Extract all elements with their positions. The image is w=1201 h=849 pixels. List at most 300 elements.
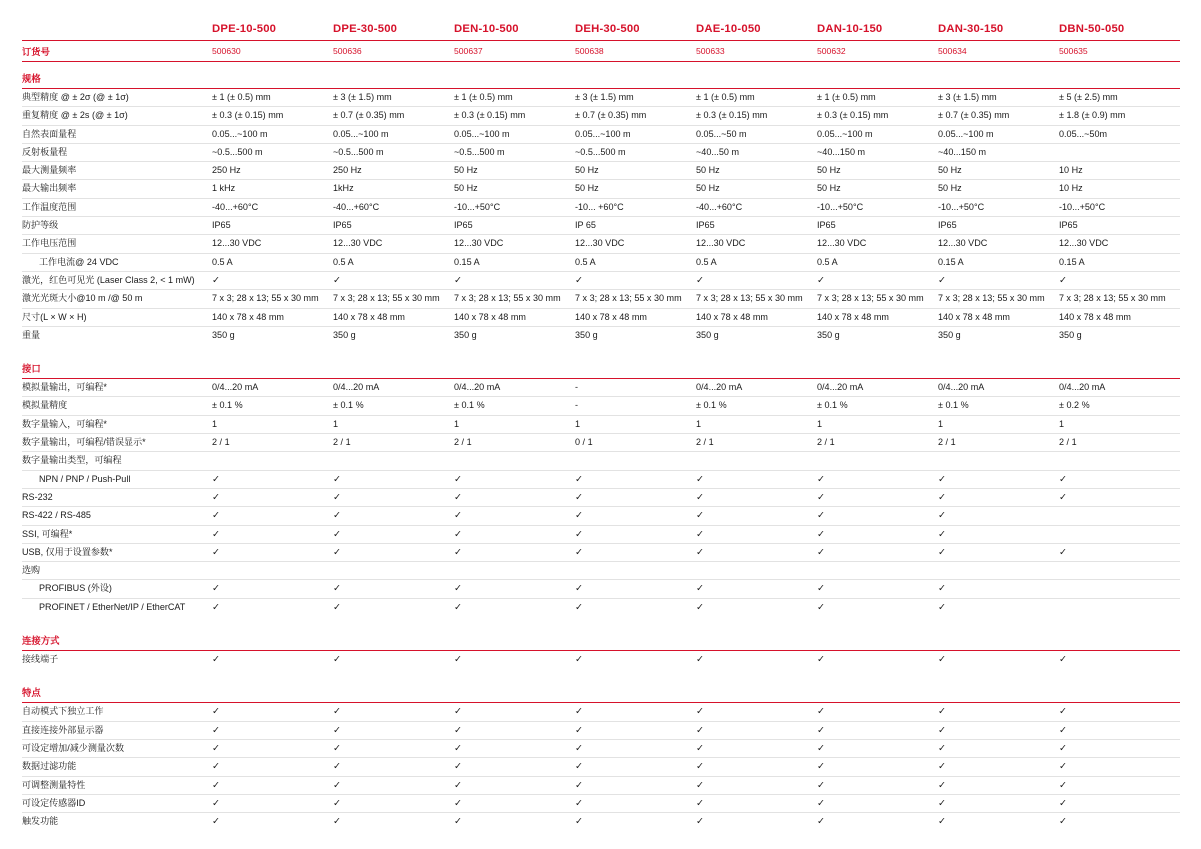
cell-4: ~40...50 m xyxy=(696,143,817,161)
cell-5: ± 1 (± 0.5) mm xyxy=(817,89,938,107)
cell-7: -10...+50°C xyxy=(1059,198,1180,216)
cell-6: ~40...150 m xyxy=(938,143,1059,161)
cell-3 xyxy=(575,543,696,561)
cell-4 xyxy=(696,507,817,525)
cell-3 xyxy=(575,507,696,525)
cell-6 xyxy=(938,703,1059,721)
row-label: USB, 仅用于设置参数* xyxy=(22,543,212,561)
check-icon: ✓ xyxy=(938,797,946,809)
cell-3 xyxy=(575,452,696,470)
cell-1: ~0.5...500 m xyxy=(333,143,454,161)
cell-6: ± 0.1 % xyxy=(938,397,1059,415)
cell-5: 0.05...~100 m xyxy=(817,125,938,143)
cell-4 xyxy=(696,562,817,580)
row-label: RS-422 / RS-485 xyxy=(22,507,212,525)
cell-3: ~0.5...500 m xyxy=(575,143,696,161)
cell-3 xyxy=(575,598,696,616)
cell-6: -10...+50°C xyxy=(938,198,1059,216)
cell-2 xyxy=(454,721,575,739)
cell-7: 10 Hz xyxy=(1059,180,1180,198)
check-icon: ✓ xyxy=(333,742,341,754)
check-icon: ✓ xyxy=(1059,274,1067,286)
check-icon: ✓ xyxy=(575,510,583,522)
cell-0 xyxy=(212,758,333,776)
table-row xyxy=(22,580,1180,598)
cell-1 xyxy=(333,525,454,543)
table-row xyxy=(22,217,1180,235)
row-label: 模拟量精度 xyxy=(22,397,212,415)
check-icon: ✓ xyxy=(575,546,583,558)
check-icon: ✓ xyxy=(575,706,583,718)
check-icon: ✓ xyxy=(938,816,946,828)
order-number-6: 500634 xyxy=(938,41,1059,62)
cell-0: 1 xyxy=(212,415,333,433)
check-icon: ✓ xyxy=(938,706,946,718)
row-label: 典型精度 @ ± 2σ (@ ± 1σ) xyxy=(22,89,212,107)
section-title: 特点 xyxy=(22,668,1180,703)
check-icon: ✓ xyxy=(333,510,341,522)
cell-3 xyxy=(575,562,696,580)
cell-6 xyxy=(938,470,1059,488)
cell-1 xyxy=(333,598,454,616)
check-icon: ✓ xyxy=(575,724,583,736)
table-row xyxy=(22,703,1180,721)
cell-5 xyxy=(817,470,938,488)
table-row xyxy=(22,271,1180,289)
row-label: 激光光斑大小@10 m /@ 50 m xyxy=(22,290,212,308)
check-icon: ✓ xyxy=(696,491,704,503)
cell-7 xyxy=(1059,703,1180,721)
table-row xyxy=(22,758,1180,776)
cell-3 xyxy=(575,739,696,757)
cell-1 xyxy=(333,651,454,669)
table-row xyxy=(22,434,1180,452)
cell-4: 50 Hz xyxy=(696,162,817,180)
cell-5 xyxy=(817,776,938,794)
cell-2 xyxy=(454,739,575,757)
row-label: 接线端子 xyxy=(22,654,59,665)
cell-2: 50 Hz xyxy=(454,180,575,198)
cell-3 xyxy=(575,776,696,794)
cell-2: 50 Hz xyxy=(454,162,575,180)
cell-2: 1 xyxy=(454,415,575,433)
check-icon: ✓ xyxy=(1059,491,1067,503)
table-row xyxy=(22,598,1180,616)
cell-7 xyxy=(1059,776,1180,794)
cell-6 xyxy=(938,794,1059,812)
cell-4 xyxy=(696,598,817,616)
check-icon: ✓ xyxy=(696,510,704,522)
section-header-row xyxy=(22,668,1180,703)
check-icon: ✓ xyxy=(212,583,220,595)
cell-3: 0.5 A xyxy=(575,253,696,271)
cell-1 xyxy=(333,543,454,561)
table-row xyxy=(22,308,1180,326)
cell-7 xyxy=(1059,721,1180,739)
table-row xyxy=(22,562,1180,580)
cell-6: 50 Hz xyxy=(938,180,1059,198)
check-icon: ✓ xyxy=(575,761,583,773)
cell-4: ± 0.1 % xyxy=(696,397,817,415)
check-icon: ✓ xyxy=(575,583,583,595)
cell-2 xyxy=(454,470,575,488)
check-icon: ✓ xyxy=(817,583,825,595)
check-icon: ✓ xyxy=(333,528,341,540)
check-icon: ✓ xyxy=(817,706,825,718)
section-header-row xyxy=(22,616,1180,651)
cell-5: IP65 xyxy=(817,217,938,235)
table-row xyxy=(22,525,1180,543)
row-label: 数据过滤功能 xyxy=(22,758,212,776)
product-name-6: DAN-30-150 xyxy=(938,23,1004,35)
cell-2 xyxy=(454,703,575,721)
check-icon: ✓ xyxy=(817,274,825,286)
order-number-5: 500632 xyxy=(817,41,938,62)
order-number-label: 订货号 xyxy=(22,41,212,62)
cell-7 xyxy=(1059,271,1180,289)
cell-5 xyxy=(817,543,938,561)
cell-5 xyxy=(817,739,938,757)
row-label: 可设定增加/减少测量次数 xyxy=(22,739,212,757)
cell-3: 50 Hz xyxy=(575,162,696,180)
cell-7: 350 g xyxy=(1059,329,1082,340)
check-icon: ✓ xyxy=(938,779,946,791)
cell-6: 1 xyxy=(938,415,1059,433)
cell-7: 2 / 1 xyxy=(1059,434,1180,452)
cell-2: ± 0.3 (± 0.15) mm xyxy=(454,107,575,125)
cell-5: ± 0.3 (± 0.15) mm xyxy=(817,107,938,125)
cell-5: 50 Hz xyxy=(817,180,938,198)
check-icon: ✓ xyxy=(454,761,462,773)
check-icon: ✓ xyxy=(575,274,583,286)
check-icon: ✓ xyxy=(454,583,462,595)
cell-3: 50 Hz xyxy=(575,180,696,198)
cell-5: ± 0.1 % xyxy=(817,397,938,415)
cell-3: IP 65 xyxy=(575,217,696,235)
cell-6: 0.05...~100 m xyxy=(938,125,1059,143)
cell-4 xyxy=(696,525,817,543)
cell-1 xyxy=(333,703,454,721)
row-label: 工作温度范围 xyxy=(22,198,212,216)
cell-0 xyxy=(212,580,333,598)
check-icon: ✓ xyxy=(938,583,946,595)
cell-2: ± 1 (± 0.5) mm xyxy=(454,89,575,107)
cell-1: 2 / 1 xyxy=(333,434,454,452)
check-icon: ✓ xyxy=(333,473,341,485)
cell-2 xyxy=(454,562,575,580)
cell-0 xyxy=(212,525,333,543)
cell-3: 140 x 78 x 48 mm xyxy=(575,308,696,326)
check-icon: ✓ xyxy=(454,473,462,485)
cell-0: ± 0.3 (± 0.15) mm xyxy=(212,107,333,125)
check-icon: ✓ xyxy=(575,473,583,485)
row-label: 自然表面量程 xyxy=(22,125,212,143)
check-icon: ✓ xyxy=(454,724,462,736)
cell-0 xyxy=(212,543,333,561)
cell-1 xyxy=(333,739,454,757)
order-number-0: 500630 xyxy=(212,41,333,62)
check-icon: ✓ xyxy=(212,546,220,558)
cell-7 xyxy=(1059,794,1180,812)
cell-2 xyxy=(454,651,575,669)
row-label: PROFIBUS (外设) xyxy=(22,580,212,598)
cell-0 xyxy=(212,651,333,669)
check-icon: ✓ xyxy=(575,528,583,540)
cell-1: ± 0.1 % xyxy=(333,397,454,415)
cell-0: 350 g xyxy=(212,329,235,340)
table-row xyxy=(22,776,1180,794)
cell-3: 12...30 VDC xyxy=(575,235,696,253)
cell-7 xyxy=(1059,543,1180,561)
cell-6: 2 / 1 xyxy=(938,434,1059,452)
cell-1: 0.5 A xyxy=(333,253,454,271)
product-name-3: DEH-30-500 xyxy=(575,23,640,35)
check-icon: ✓ xyxy=(454,742,462,754)
section-header-row xyxy=(22,344,1180,379)
cell-5 xyxy=(817,703,938,721)
cell-3 xyxy=(575,488,696,506)
cell-2: -10...+50°C xyxy=(454,198,575,216)
check-icon: ✓ xyxy=(817,761,825,773)
cell-3 xyxy=(575,703,696,721)
cell-5: -10...+50°C xyxy=(817,198,938,216)
cell-7: 10 Hz xyxy=(1059,162,1180,180)
check-icon: ✓ xyxy=(575,779,583,791)
cell-1: 1kHz xyxy=(333,180,454,198)
check-icon: ✓ xyxy=(454,601,462,613)
cell-4: ± 1 (± 0.5) mm xyxy=(696,89,817,107)
cell-5 xyxy=(817,651,938,669)
cell-2: 0.15 A xyxy=(454,253,575,271)
row-label: 自动模式下独立工作 xyxy=(22,703,212,721)
cell-4: 2 / 1 xyxy=(696,434,817,452)
cell-7 xyxy=(1059,452,1180,470)
cell-2: IP65 xyxy=(454,217,575,235)
cell-2: 0/4...20 mA xyxy=(454,379,575,397)
cell-4: IP65 xyxy=(696,217,817,235)
cell-6: ± 0.7 (± 0.35) mm xyxy=(938,107,1059,125)
cell-7 xyxy=(1059,562,1180,580)
cell-5 xyxy=(817,452,938,470)
check-icon: ✓ xyxy=(575,797,583,809)
cell-0: ~0.5...500 m xyxy=(212,143,333,161)
cell-3 xyxy=(575,525,696,543)
row-label: NPN / PNP / Push-Pull xyxy=(22,470,212,488)
table-row xyxy=(22,107,1180,125)
cell-2 xyxy=(454,525,575,543)
cell-7: ± 5 (± 2.5) mm xyxy=(1059,89,1180,107)
cell-1 xyxy=(333,813,454,831)
check-icon: ✓ xyxy=(454,654,462,666)
cell-7 xyxy=(1059,598,1180,616)
product-name-5: DAN-10-150 xyxy=(817,23,883,35)
cell-3: -10... +60°C xyxy=(575,198,696,216)
check-icon: ✓ xyxy=(817,546,825,558)
cell-5: 12...30 VDC xyxy=(817,235,938,253)
check-icon: ✓ xyxy=(817,510,825,522)
cell-2: 12...30 VDC xyxy=(454,235,575,253)
cell-2 xyxy=(454,813,575,831)
table-row xyxy=(22,507,1180,525)
cell-2: 2 / 1 xyxy=(454,434,575,452)
cell-1: 0.05...~100 m xyxy=(333,125,454,143)
cell-6: 50 Hz xyxy=(938,162,1059,180)
table-row xyxy=(22,326,1180,344)
check-icon: ✓ xyxy=(817,797,825,809)
check-icon: ✓ xyxy=(333,654,341,666)
check-icon: ✓ xyxy=(212,706,220,718)
check-icon: ✓ xyxy=(696,546,704,558)
cell-3 xyxy=(575,813,696,831)
cell-3: 350 g xyxy=(575,329,598,340)
check-icon: ✓ xyxy=(1059,473,1067,485)
table-row xyxy=(22,794,1180,812)
cell-1: 1 xyxy=(333,415,454,433)
order-number-2: 500637 xyxy=(454,41,575,62)
cell-6 xyxy=(938,813,1059,831)
cell-4 xyxy=(696,580,817,598)
cell-7 xyxy=(1059,813,1180,831)
cell-7 xyxy=(1059,651,1180,669)
header-corner xyxy=(22,20,212,41)
cell-5: 7 x 3; 28 x 13; 55 x 30 mm xyxy=(817,290,938,308)
check-icon: ✓ xyxy=(817,779,825,791)
cell-6 xyxy=(938,598,1059,616)
cell-4 xyxy=(696,452,817,470)
cell-2 xyxy=(454,758,575,776)
cell-7: 0.15 A xyxy=(1059,253,1180,271)
cell-5 xyxy=(817,758,938,776)
cell-6: IP65 xyxy=(938,217,1059,235)
cell-2 xyxy=(454,543,575,561)
row-label: 可设定传感器ID xyxy=(22,794,212,812)
cell-0 xyxy=(212,507,333,525)
check-icon: ✓ xyxy=(938,528,946,540)
section-header-row xyxy=(22,62,1180,89)
cell-5: 50 Hz xyxy=(817,162,938,180)
cell-1 xyxy=(333,488,454,506)
cell-3: 7 x 3; 28 x 13; 55 x 30 mm xyxy=(575,290,696,308)
cell-6 xyxy=(938,507,1059,525)
cell-5 xyxy=(817,562,938,580)
cell-2 xyxy=(454,794,575,812)
table-row xyxy=(22,470,1180,488)
check-icon: ✓ xyxy=(1059,724,1067,736)
cell-0: 0.5 A xyxy=(212,253,333,271)
row-label: 最大测量频率 xyxy=(22,162,212,180)
cell-5 xyxy=(817,813,938,831)
table-row xyxy=(22,143,1180,161)
check-icon: ✓ xyxy=(938,546,946,558)
row-label: 重量 xyxy=(22,329,41,340)
cell-5: 0.5 A xyxy=(817,253,938,271)
cell-0 xyxy=(212,739,333,757)
cell-2: 350 g xyxy=(454,329,477,340)
check-icon: ✓ xyxy=(1059,797,1067,809)
cell-0: 140 x 78 x 48 mm xyxy=(212,308,333,326)
cell-4 xyxy=(696,470,817,488)
cell-4 xyxy=(696,651,817,669)
cell-6 xyxy=(938,488,1059,506)
cell-0: ± 0.1 % xyxy=(212,397,333,415)
check-icon: ✓ xyxy=(333,797,341,809)
check-icon: ✓ xyxy=(333,546,341,558)
check-icon: ✓ xyxy=(575,491,583,503)
product-name-7: DBN-50-050 xyxy=(1059,23,1125,35)
cell-1 xyxy=(333,580,454,598)
cell-2 xyxy=(454,598,575,616)
check-icon: ✓ xyxy=(212,797,220,809)
table-row xyxy=(22,739,1180,757)
cell-3 xyxy=(575,470,696,488)
cell-6 xyxy=(938,452,1059,470)
check-icon: ✓ xyxy=(1059,816,1067,828)
check-icon: ✓ xyxy=(333,816,341,828)
check-icon: ✓ xyxy=(1059,742,1067,754)
cell-1: 250 Hz xyxy=(333,162,454,180)
cell-5: 0/4...20 mA xyxy=(817,379,938,397)
check-icon: ✓ xyxy=(938,491,946,503)
check-icon: ✓ xyxy=(1059,761,1067,773)
row-label: RS-232 xyxy=(22,488,212,506)
check-icon: ✓ xyxy=(938,274,946,286)
cell-1: IP65 xyxy=(333,217,454,235)
check-icon: ✓ xyxy=(696,528,704,540)
check-icon: ✓ xyxy=(817,528,825,540)
cell-2 xyxy=(454,776,575,794)
cell-5: 140 x 78 x 48 mm xyxy=(817,308,938,326)
cell-1: -40...+60°C xyxy=(333,198,454,216)
product-name-0: DPE-10-500 xyxy=(212,23,277,35)
cell-7 xyxy=(1059,525,1180,543)
cell-4: 1 xyxy=(696,415,817,433)
order-number-3: 500638 xyxy=(575,41,696,62)
cell-3: ± 0.7 (± 0.35) mm xyxy=(575,107,696,125)
row-label: 激光，红色可见光 (Laser Class 2, < 1 mW) xyxy=(22,271,212,289)
row-label: 可调整测量特性 xyxy=(22,776,212,794)
cell-1: 140 x 78 x 48 mm xyxy=(333,308,454,326)
cell-6 xyxy=(938,543,1059,561)
check-icon: ✓ xyxy=(696,724,704,736)
cell-4: -40...+60°C xyxy=(696,198,817,216)
check-icon: ✓ xyxy=(575,816,583,828)
check-icon: ✓ xyxy=(696,583,704,595)
cell-4 xyxy=(696,758,817,776)
table-row xyxy=(22,379,1180,397)
table-row xyxy=(22,452,1180,470)
cell-1: 350 g xyxy=(333,329,356,340)
cell-0: -40...+60°C xyxy=(212,198,333,216)
row-label: 数字量输出类型，可编程 xyxy=(22,452,212,470)
check-icon: ✓ xyxy=(333,491,341,503)
cell-7 xyxy=(1059,488,1180,506)
cell-0 xyxy=(212,703,333,721)
cell-7: ± 0.2 % xyxy=(1059,397,1180,415)
cell-4: ± 0.3 (± 0.15) mm xyxy=(696,107,817,125)
table-row xyxy=(22,253,1180,271)
cell-1 xyxy=(333,794,454,812)
check-icon: ✓ xyxy=(938,724,946,736)
cell-1: 0/4...20 mA xyxy=(333,379,454,397)
row-label: 触发功能 xyxy=(22,816,59,827)
cell-6: 0.15 A xyxy=(938,253,1059,271)
cell-6 xyxy=(938,721,1059,739)
cell-0: 0/4...20 mA xyxy=(212,379,333,397)
cell-6 xyxy=(938,739,1059,757)
cell-3 xyxy=(575,271,696,289)
check-icon: ✓ xyxy=(696,797,704,809)
check-icon: ✓ xyxy=(212,510,220,522)
